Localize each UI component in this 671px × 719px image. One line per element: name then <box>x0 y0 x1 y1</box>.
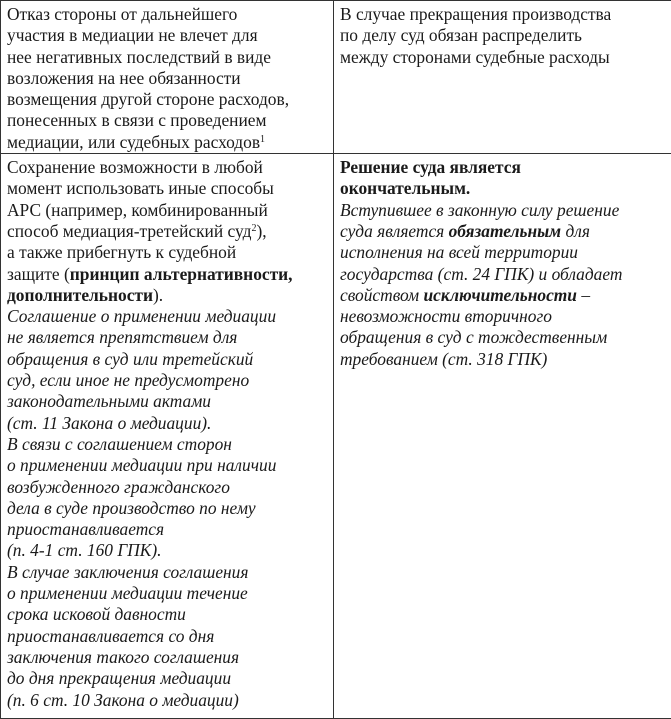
text-line: нее негативных последствий в виде <box>7 47 329 68</box>
text-line: а также прибегнуть к судебной <box>7 242 329 263</box>
principle-name: принцип альтернативности, <box>70 264 293 284</box>
table-cell-mediation-refusal <box>1 1 334 154</box>
legal-reference-line: возбужденного гражданского <box>7 477 329 498</box>
text-line: между сторонами судебные расходы <box>340 47 667 68</box>
key-term: обязательным <box>449 221 561 241</box>
legal-reference-line: (ст. 11 Закона о медиации). <box>7 413 329 434</box>
legal-reference-line <box>340 285 667 306</box>
text-line <box>7 221 329 242</box>
legal-reference-line: Соглашение о применении медиации <box>7 306 329 327</box>
legal-reference-line: законодательными актами <box>7 391 329 412</box>
key-term: исключительности <box>424 285 577 305</box>
text-line: участия в медиации не влечет для <box>7 25 329 46</box>
table-cell-mediation-alternativity <box>1 154 334 719</box>
legal-reference-line <box>340 221 667 242</box>
legal-reference-line: исполнения на всей территории <box>340 242 667 263</box>
table-cell-court-termination <box>334 1 671 154</box>
text-line <box>7 264 329 285</box>
legal-reference-line: суд, если иное не предусмотрено <box>7 370 329 391</box>
legal-reference-line: Вступившее в законную силу решение <box>340 200 667 221</box>
legal-reference-line: государства (ст. 24 ГПК) и обладает <box>340 264 667 285</box>
text-fragment: защите ( <box>7 264 70 284</box>
legal-reference-line: до дня прекращения медиации <box>7 668 329 689</box>
legal-reference-line: дела в суде производство по нему <box>7 498 329 519</box>
text-line: Сохранение возможности в любой <box>7 157 329 178</box>
text-line: возмещения другой стороне расходов, <box>7 89 329 110</box>
heading-line: Решение суда является <box>340 157 667 178</box>
text-line: момент использовать иные способы <box>7 178 329 199</box>
text-fragment: ), <box>256 221 266 241</box>
legal-reference-line: приостанавливается <box>7 519 329 540</box>
table-row <box>1 1 671 154</box>
legal-reference-line: В связи с соглашением сторон <box>7 434 329 455</box>
heading-line: окончательным. <box>340 178 667 199</box>
text-fragment: свойством <box>340 285 424 305</box>
legal-reference-line: срока исковой давности <box>7 604 329 625</box>
text-fragment: медиации, или судебных расходов <box>7 132 260 152</box>
text-fragment: способ медиация-третейский суд <box>7 221 251 241</box>
legal-reference-line: требованием (ст. 318 ГПК) <box>340 349 667 370</box>
legal-reference-line: невозможности вторичного <box>340 306 667 327</box>
legal-reference-line: о применении медиации течение <box>7 583 329 604</box>
text-fragment: суда является <box>340 221 449 241</box>
text-fragment: для <box>561 221 590 241</box>
legal-reference-line: (п. 4-1 ст. 160 ГПК). <box>7 540 329 561</box>
legal-reference-line: о применении медиации при наличии <box>7 455 329 476</box>
legal-reference-line: В случае заключения соглашения <box>7 562 329 583</box>
text-line: Отказ стороны от дальнейшего <box>7 4 329 25</box>
legal-reference-line: (п. 6 ст. 10 Закона о медиации) <box>7 690 329 711</box>
table-cell-court-decision-finality <box>334 154 671 719</box>
footnote-ref[interactable]: 2 <box>251 223 256 234</box>
text-line: В случае прекращения производства <box>340 4 667 25</box>
legal-reference-line: заключения такого соглашения <box>7 647 329 668</box>
text-line: понесенных в связи с проведением <box>7 110 329 131</box>
text-fragment: – <box>577 285 590 305</box>
text-fragment: ). <box>153 285 163 305</box>
text-line <box>7 132 329 153</box>
footnote-ref[interactable]: 1 <box>260 134 265 145</box>
text-line: по делу суд обязан распределить <box>340 25 667 46</box>
table-row <box>1 154 671 719</box>
legal-reference-line: приостанавливается со дня <box>7 626 329 647</box>
text-line <box>7 285 329 306</box>
principle-name: дополнительности <box>7 285 153 305</box>
legal-reference-line: обращения в суд с тождественным <box>340 327 667 348</box>
legal-reference-line: обращения в суд или третейский <box>7 349 329 370</box>
text-line: возложения на нее обязанности <box>7 68 329 89</box>
legal-reference-line: не является препятствием для <box>7 327 329 348</box>
text-line: АРС (например, комбинированный <box>7 200 329 221</box>
